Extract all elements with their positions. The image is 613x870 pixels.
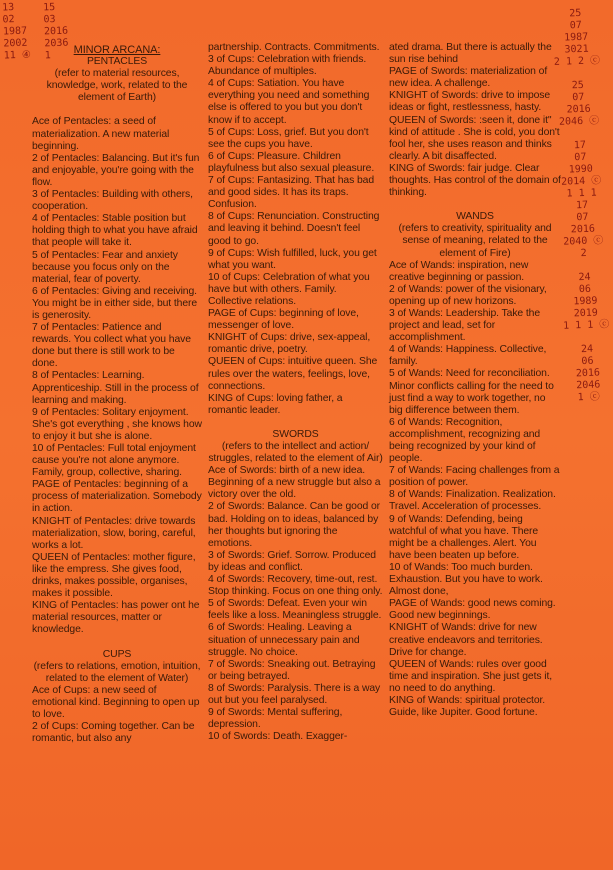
card-entry: 7 of Swords: Sneaking out. Betraying or being betrayed. <box>208 658 376 682</box>
card-entry: 4 of Pentacles: Stable position but holding thigh to what you have afraid that people will take it. <box>32 213 198 249</box>
card-entry: 7 of Cups: Fantasizing. That has bad and good sides. It has its traps. Confusion. <box>208 175 375 211</box>
card-entry: 6 of Pentacles: Giving and receiving. You might be in either side, but there is generosity. <box>32 285 198 321</box>
wands-title: WANDS <box>456 211 494 223</box>
cups-description: (refers to relations, emotion, intuition, related to the element of Water) <box>33 660 201 684</box>
card-entry: 4 of Swords: Recovery, time-out, rest. Stop thinking. Focus on one thing only. <box>208 574 383 598</box>
card-entry: 2 of Pentacles: Balancing. But it's fun and enjoyable, you're going with the flow. <box>32 152 200 188</box>
swords-description: (refers to the intellect and action/ struggles, related to the element of Air) <box>208 441 383 465</box>
card-entry: 7 of Wands: Facing challenges from a position of power. <box>389 465 560 489</box>
card-entry: 7 of Pentacles: Patience and rewards. You collect what you have done but there is still work to be done. <box>32 322 191 370</box>
column-middle <box>208 42 383 743</box>
card-entry: 2 of Swords: Balance. Can be good or bad. Holding on to ideas, balanced by her thoughts but ignoring the emotions. <box>208 501 380 549</box>
card-entry: 10 of Cups: Celebration of what you have but with others. Family. Collective relations. <box>208 271 370 307</box>
wands-description: (refers to creativity, spirituality and sense of meaning, related to the element of Fire) <box>398 223 552 259</box>
card-entry: PAGE of Cups: beginning of love, messenger of love. <box>208 308 359 332</box>
card-entry: PAGE of Swords: materialization of new idea. A challenge. <box>389 66 548 90</box>
pentacles-description: (refer to material resources, knowledge, work, related to the element of Earth) <box>46 68 188 104</box>
handwritten-notes-top: 15 03 2016 2036 1 <box>42 2 69 62</box>
card-entry: 3 of Wands: Leadership. Take the project and lead, set for accomplishment. <box>389 307 541 344</box>
card-entry: 9 of Pentacles: Solitary enjoyment. She's got everything , she knows how to enjoy it but she is alone. <box>32 406 202 442</box>
card-entry: QUEEN of Pentacles: mother figure, like the empress. She gives food, drinks, makes possible, organises, makes it possible. <box>32 551 196 600</box>
card-entry: Ace of Cups: a new seed of emotional kind. Beginning to open up to love. <box>32 684 200 720</box>
card-entry: 6 of Swords: Healing. Leaving a situation of unnecessary pain and struggle. No choice. <box>208 622 360 658</box>
card-entry: 9 of Cups: Wish fulfilled, luck, you get what you want. <box>208 247 377 271</box>
card-entry: KNIGHT of Cups: drive, sex-appeal, romantic drive, poetry. <box>208 332 371 356</box>
card-entry: 6 of Cups: Pleasure. Children playfulness but also sexual pleasure. <box>208 150 375 174</box>
card-entry: 8 of Wands: Finalization. Realization. Travel. Acceleration of processes. <box>389 489 556 513</box>
card-entry: 5 of Pentacles: Fear and anxiety because you focus only on the material, fear of poverty. <box>32 249 178 285</box>
card-entry: 10 of Wands: Too much burden. Exhaustion. But you have to work. Almost done, <box>389 561 543 598</box>
card-entry: ated drama. But there is actually the sun rise behind <box>389 42 552 66</box>
card-entry: 4 of Wands: Happiness. Collective, family. <box>389 344 547 368</box>
card-entry: Ace of Wands: inspiration, new creative beginning or passion. <box>389 259 529 283</box>
card-entry: KING of Cups: loving father, a romantic leader. <box>208 392 343 416</box>
card-entry: PAGE of Wands: good news coming. Good new beginnings. <box>389 598 556 622</box>
card-entry: 3 of Pentacles: Building with others, cooperation. <box>32 189 193 213</box>
handwritten-notes-right: 25 07 1987 3021 2 1 2 ⓒ 25 07 2016 2046 ⓒ 17 07 1990 2014 ⓒ 1 1 1 17 07 2016 2040 ⓒ 2 24 06 1989 2019 1 1 1 ⓒ 24 06 2016 2046 1 ⓒ <box>553 7 610 404</box>
card-entry: KNIGHT of Pentacles: drive towards materialization, slow, boring, careful, works a lot. <box>32 515 196 551</box>
card-entry: 3 of Cups: Celebration with friends. Abundance of multiples. <box>208 54 367 78</box>
card-entry: QUEEN of Cups: intuitive queen. She rules over the waters, feelings, love, connections. <box>208 356 378 392</box>
card-entry: QUEEN of Wands: rules over good time and inspiration. She just gets it, no need to do anything. <box>389 658 553 694</box>
card-entry: Ace of Swords: birth of a new idea. Beginning of a new struggle but also a victory over the old. <box>208 465 381 501</box>
card-entry: 6 of Wands: Recognition, accomplishment, recognizing and being recognized by your kind of people. <box>389 416 541 465</box>
card-entry: KING of Pentacles: has power ont he material resources, matter or knowledge. <box>32 600 200 636</box>
card-entry: 8 of Swords: Paralysis. There is a way out but you feel paralysed. <box>208 682 381 706</box>
card-entry: 5 of Wands: Need for reconciliation. Minor conflicts calling for the need to just find a way to work together, no big difference between them. <box>389 368 554 416</box>
card-entry: KING of Wands: spiritual protector. Guide, like Jupiter. Good fortune. <box>389 694 546 719</box>
card-entry: 10 of Pentacles: Full total enjoyment cause you're not alone anymore. Family, group, collective, sharing. <box>32 443 196 479</box>
card-entry: 10 of Swords: Death. Exagger- <box>208 731 348 743</box>
card-entry: PAGE of Pentacles: beginning of a process of materialization. Somebody in action. <box>32 479 202 515</box>
card-entry: 5 of Swords: Defeat. Even your win feels like a loss. Meaningless struggle. <box>208 598 382 622</box>
card-entry: 8 of Cups: Renunciation. Constructing and leaving it behind. Doesn't feel good to go. <box>208 211 380 247</box>
card-entry: KNIGHT of Swords: drive to impose ideas or fight, restlessness, hasty. <box>389 90 551 114</box>
swords-title: SWORDS <box>272 428 319 440</box>
card-entry: 3 of Swords: Grief. Sorrow. Produced by ideas and conflict. <box>208 549 376 573</box>
document-heading: MINOR ARCANA: <box>73 44 161 56</box>
card-entry: KNIGHT of Wands: drive for new creative endeavors and territories. Drive for change. <box>389 622 543 658</box>
card-entry: 9 of Swords: Mental suffering, depression. <box>208 707 343 731</box>
column-left <box>32 44 202 745</box>
card-entry: QUEEN of Swords: :seen it, done it" kind of attitude . She is cold, you don't fool her, she uses reason and thinks clearly. A bit disaffected. <box>389 114 560 162</box>
card-entry: KING of Swords: fair judge. Clear thoughts. Has control of the domain of thinking. <box>389 162 561 199</box>
card-entry: Ace of Pentacles: a seed of materialization. A new material beginning. <box>32 116 170 152</box>
card-entry: 9 of Wands: Defending, being watchful of what you have. There might be a challenges. Alert. You have been beaten up before. <box>389 513 539 561</box>
handwritten-notes-left: 13 02 1987 2002 11 ④ <box>1 2 32 62</box>
card-entry: partnership. Contracts. Commitments. <box>208 42 380 53</box>
card-entry: 4 of Cups: Satiation. You have everything you need and something else is offered to you but you don't know if to accept. <box>208 78 370 126</box>
column-right <box>389 42 561 719</box>
card-entry: 8 of Pentacles: Learning. Apprenticeship. Still in the process of learning and making. <box>32 370 199 406</box>
card-entry: 2 of Cups: Coming together. Can be romantic, but also any <box>32 721 195 745</box>
pentacles-title: PENTACLES <box>86 56 148 68</box>
card-entry: 5 of Cups: Loss, grief. But you don't see the cups you have. <box>208 126 369 150</box>
card-entry: 2 of Wands: power of the visionary, opening up of new horizons. <box>389 283 547 307</box>
cups-title: CUPS <box>102 648 132 660</box>
